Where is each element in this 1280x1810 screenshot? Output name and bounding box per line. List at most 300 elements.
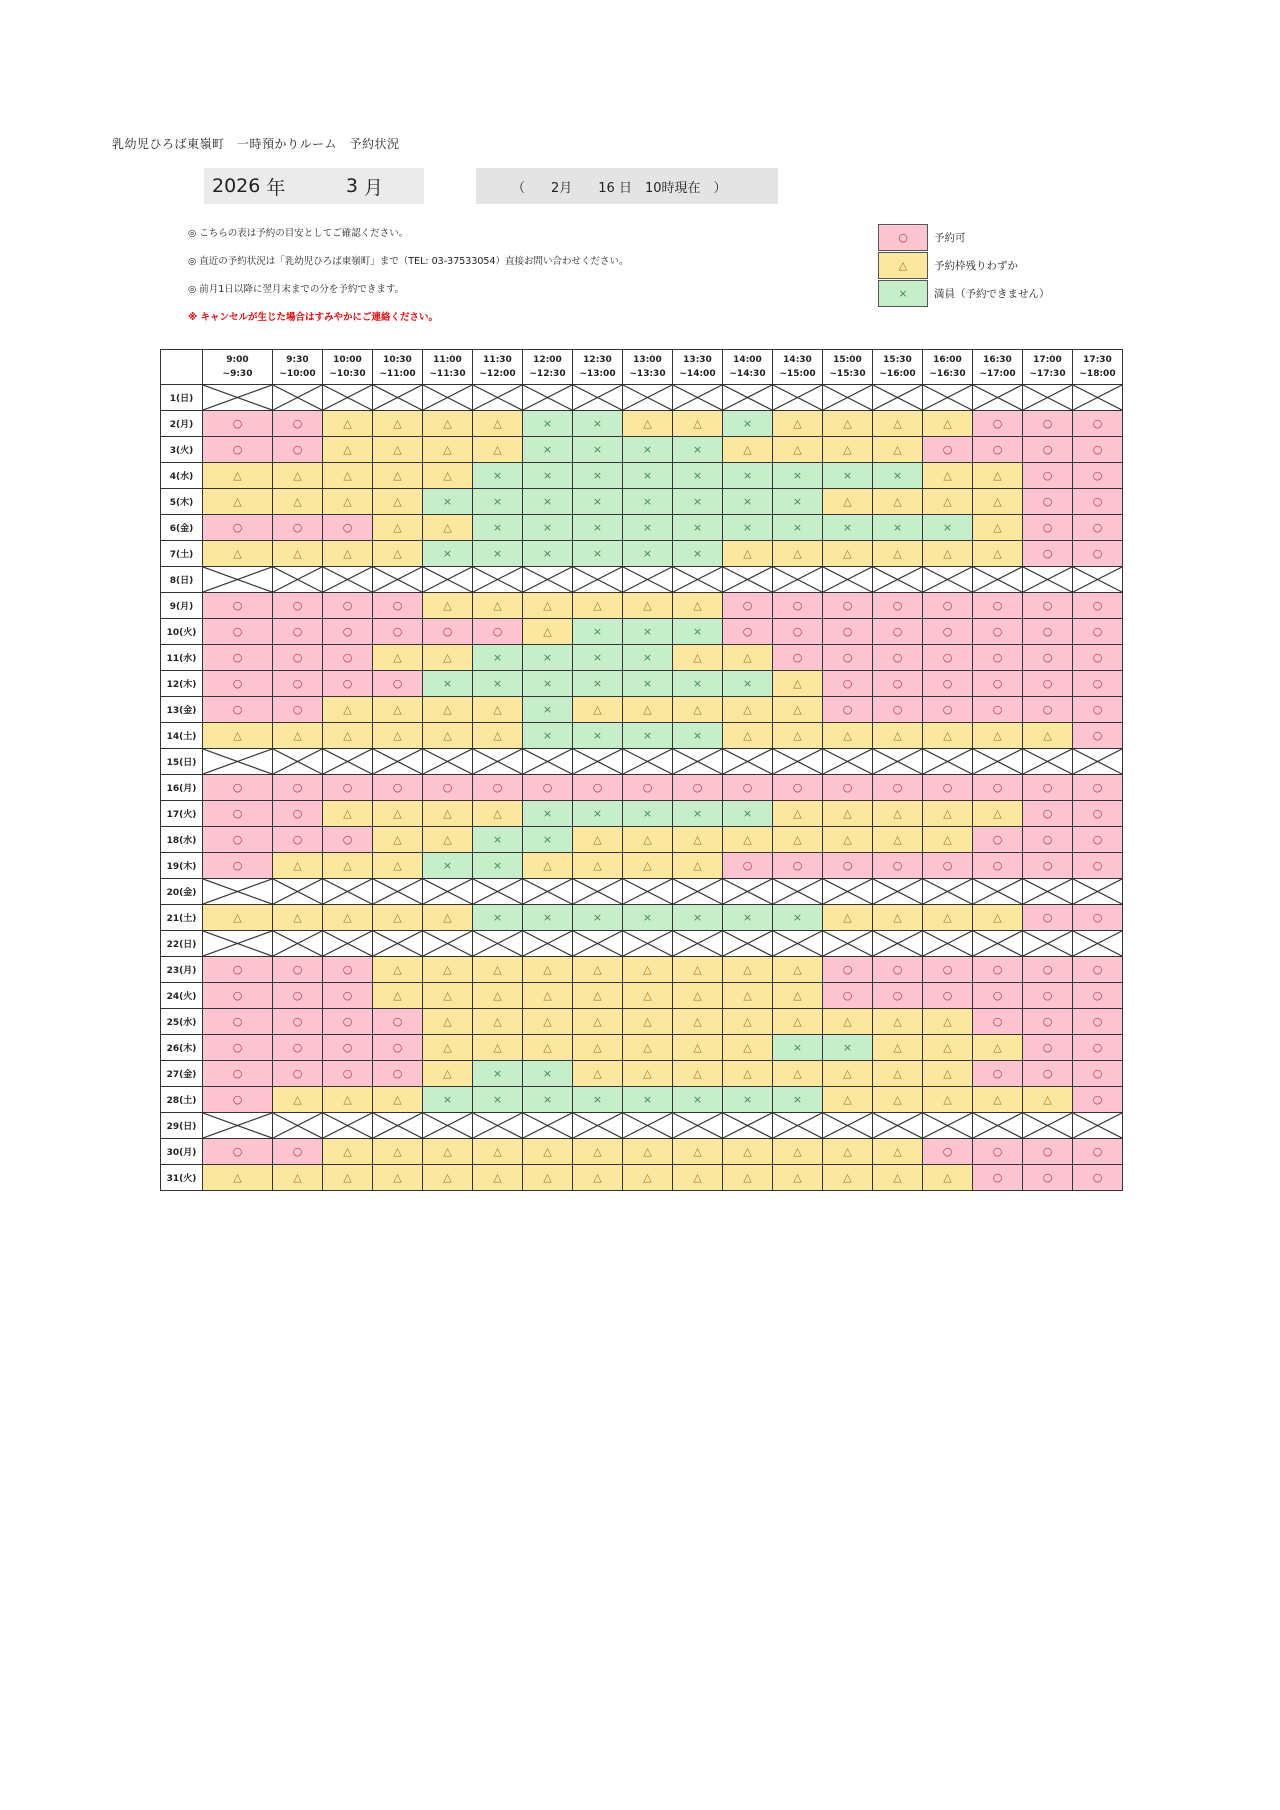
slot-available: ○ [873, 983, 923, 1009]
closed-cell [673, 1113, 723, 1139]
closed-cross-icon [473, 385, 522, 410]
slot-full: × [623, 619, 673, 645]
slot-few: △ [973, 489, 1023, 515]
closed-cross-icon [973, 879, 1022, 904]
slot-few: △ [673, 1009, 723, 1035]
slot-few: △ [623, 983, 673, 1009]
closed-cell [623, 931, 673, 957]
slot-few: △ [673, 645, 723, 671]
slot-available: ○ [1073, 801, 1123, 827]
slot-few: △ [273, 723, 323, 749]
slot-full: × [623, 515, 673, 541]
table-row [161, 1035, 1123, 1061]
closed-cell [273, 385, 323, 411]
closed-cell [923, 879, 973, 905]
closed-cross-icon [373, 879, 422, 904]
slot-full: × [723, 671, 773, 697]
slot-available: ○ [823, 619, 873, 645]
slot-few: △ [723, 827, 773, 853]
slot-full: × [573, 723, 623, 749]
slot-few: △ [973, 1087, 1023, 1113]
slot-available: ○ [203, 671, 273, 697]
slot-full: × [573, 671, 623, 697]
closed-cross-icon [1073, 567, 1122, 592]
closed-cell [473, 567, 523, 593]
slot-few: △ [923, 1061, 973, 1087]
slot-available: ○ [873, 957, 923, 983]
closed-cross-icon [873, 879, 922, 904]
slot-full: × [723, 801, 773, 827]
closed-cell [273, 1113, 323, 1139]
closed-cross-icon [323, 749, 372, 774]
page-title: 乳幼児ひろば東嶺町 一時預かりルーム 予約状況 [112, 137, 400, 151]
slot-available: ○ [203, 827, 273, 853]
table-row [161, 801, 1123, 827]
slot-full: × [623, 463, 673, 489]
legend-swatch-available: ○ [878, 224, 928, 251]
closed-cell [673, 567, 723, 593]
slot-available: ○ [323, 775, 373, 801]
closed-cell [423, 567, 473, 593]
slot-full: × [523, 541, 573, 567]
table-row [161, 749, 1123, 775]
slot-available: ○ [323, 1009, 373, 1035]
slot-available: ○ [923, 619, 973, 645]
slot-available: ○ [1023, 411, 1073, 437]
legend-label-full: 満員（予約できません） [934, 287, 1050, 300]
slot-full: × [623, 489, 673, 515]
slot-available: ○ [273, 775, 323, 801]
slot-available: ○ [1073, 541, 1123, 567]
slot-few: △ [523, 853, 573, 879]
slot-full: × [573, 463, 623, 489]
slot-full: × [573, 905, 623, 931]
slot-available: ○ [923, 437, 973, 463]
slot-available: ○ [1023, 1139, 1073, 1165]
slot-few: △ [623, 1009, 673, 1035]
slot-available: ○ [923, 957, 973, 983]
slot-full: × [673, 905, 723, 931]
slot-available: ○ [1073, 775, 1123, 801]
slot-available: ○ [973, 983, 1023, 1009]
slot-full: × [573, 645, 623, 671]
slot-full: × [673, 515, 723, 541]
closed-cell [723, 385, 773, 411]
slot-few: △ [473, 1165, 523, 1191]
slot-available: ○ [1023, 593, 1073, 619]
time-slot-header: 10:00 ~10:30 [323, 350, 373, 385]
slot-few: △ [623, 1165, 673, 1191]
slot-few: △ [203, 723, 273, 749]
slot-full: × [623, 671, 673, 697]
table-row [161, 437, 1123, 463]
table-row [161, 853, 1123, 879]
slot-full: × [473, 905, 523, 931]
closed-cell [373, 931, 423, 957]
table-row [161, 489, 1123, 515]
closed-cross-icon [773, 749, 822, 774]
closed-cell [523, 1113, 573, 1139]
slot-full: × [773, 489, 823, 515]
slot-few: △ [423, 463, 473, 489]
slot-few: △ [973, 515, 1023, 541]
closed-cell [723, 567, 773, 593]
slot-available: ○ [1073, 515, 1123, 541]
closed-cross-icon [773, 385, 822, 410]
closed-cross-icon [1023, 749, 1072, 774]
closed-cell [1073, 567, 1123, 593]
closed-cell [323, 879, 373, 905]
closed-cross-icon [673, 749, 722, 774]
closed-cell [273, 567, 323, 593]
closed-cross-icon [723, 567, 772, 592]
closed-cross-icon [573, 567, 622, 592]
slot-available: ○ [1023, 983, 1073, 1009]
slot-available: ○ [323, 515, 373, 541]
legend [878, 223, 1050, 307]
table-row [161, 1087, 1123, 1113]
slot-available: ○ [523, 775, 573, 801]
table-row [161, 775, 1123, 801]
table-row [161, 1139, 1123, 1165]
slot-available: ○ [1023, 463, 1073, 489]
closed-cross-icon [623, 749, 672, 774]
slot-full: × [723, 411, 773, 437]
day-label: 30(月) [161, 1139, 203, 1165]
closed-cross-icon [673, 1113, 722, 1138]
closed-cell [1073, 931, 1123, 957]
slot-few: △ [373, 541, 423, 567]
slot-available: ○ [1023, 515, 1073, 541]
slot-few: △ [823, 1061, 873, 1087]
closed-cell [623, 385, 673, 411]
slot-few: △ [723, 541, 773, 567]
slot-full: × [523, 1061, 573, 1087]
slot-few: △ [773, 437, 823, 463]
slot-full: × [473, 645, 523, 671]
closed-cell [523, 749, 573, 775]
slot-few: △ [323, 437, 373, 463]
slot-available: ○ [323, 957, 373, 983]
slot-available: ○ [1023, 853, 1073, 879]
closed-cross-icon [723, 931, 772, 956]
closed-cross-icon [423, 879, 472, 904]
slot-available: ○ [973, 1165, 1023, 1191]
slot-few: △ [773, 801, 823, 827]
slot-few: △ [923, 489, 973, 515]
slot-few: △ [523, 1009, 573, 1035]
slot-available: ○ [473, 775, 523, 801]
slot-full: × [523, 463, 573, 489]
closed-cell [473, 385, 523, 411]
closed-cell [773, 1113, 823, 1139]
closed-cross-icon [623, 879, 672, 904]
slot-available: ○ [873, 853, 923, 879]
day-label: 21(土) [161, 905, 203, 931]
slot-few: △ [923, 905, 973, 931]
slot-few: △ [873, 827, 923, 853]
slot-available: ○ [273, 437, 323, 463]
table-header-row [161, 350, 1123, 385]
closed-cross-icon [973, 749, 1022, 774]
slot-few: △ [773, 1165, 823, 1191]
slot-few: △ [323, 1165, 373, 1191]
slot-available: ○ [273, 593, 323, 619]
closed-cross-icon [423, 749, 472, 774]
closed-cross-icon [1023, 1113, 1072, 1138]
slot-few: △ [673, 1061, 723, 1087]
slot-available: ○ [973, 1139, 1023, 1165]
slot-few: △ [273, 1087, 323, 1113]
slot-available: ○ [973, 593, 1023, 619]
slot-full: × [673, 463, 723, 489]
slot-full: × [473, 463, 523, 489]
closed-cell [623, 1113, 673, 1139]
slot-few: △ [923, 723, 973, 749]
slot-few: △ [423, 957, 473, 983]
slot-available: ○ [1023, 1035, 1073, 1061]
closed-cell [573, 879, 623, 905]
slot-available: ○ [823, 775, 873, 801]
closed-cell [973, 879, 1023, 905]
year-label: 年 [266, 176, 286, 199]
slot-few: △ [373, 905, 423, 931]
closed-cell [923, 567, 973, 593]
slot-available: ○ [1073, 827, 1123, 853]
slot-available: ○ [203, 1035, 273, 1061]
slot-available: ○ [1073, 671, 1123, 697]
closed-cell [203, 567, 273, 593]
slot-available: ○ [1073, 411, 1123, 437]
closed-cell [323, 931, 373, 957]
slot-full: × [823, 1035, 873, 1061]
slot-few: △ [573, 853, 623, 879]
legend-item-full [878, 279, 1050, 307]
closed-cross-icon [203, 567, 272, 592]
slot-available: ○ [1023, 645, 1073, 671]
slot-available: ○ [1073, 619, 1123, 645]
slot-available: ○ [273, 827, 323, 853]
slot-available: ○ [923, 983, 973, 1009]
slot-few: △ [423, 827, 473, 853]
slot-available: ○ [723, 619, 773, 645]
slot-full: × [673, 541, 723, 567]
closed-cross-icon [203, 749, 272, 774]
slot-available: ○ [1073, 723, 1123, 749]
slot-full: × [673, 489, 723, 515]
slot-available: ○ [323, 645, 373, 671]
day-label: 24(火) [161, 983, 203, 1009]
slot-few: △ [923, 463, 973, 489]
closed-cross-icon [523, 567, 572, 592]
slot-full: × [873, 515, 923, 541]
slot-full: × [573, 411, 623, 437]
slot-available: ○ [273, 983, 323, 1009]
closed-cell [673, 931, 723, 957]
table-row [161, 931, 1123, 957]
slot-full: × [523, 905, 573, 931]
slot-few: △ [723, 983, 773, 1009]
closed-cell [1073, 1113, 1123, 1139]
slot-available: ○ [773, 775, 823, 801]
slot-full: × [673, 671, 723, 697]
slot-available: ○ [973, 957, 1023, 983]
slot-few: △ [203, 463, 273, 489]
slot-available: ○ [273, 671, 323, 697]
note-item: ◎ 前月1日以降に翌月末までの分を予約できます。 [188, 284, 405, 295]
legend-label-available: 予約可 [934, 231, 966, 244]
closed-cell [773, 749, 823, 775]
closed-cell [823, 749, 873, 775]
slot-few: △ [623, 957, 673, 983]
closed-cell [823, 931, 873, 957]
time-slot-header: 11:30 ~12:00 [473, 350, 523, 385]
closed-cross-icon [323, 1113, 372, 1138]
slot-full: × [423, 671, 473, 697]
slot-few: △ [373, 463, 423, 489]
slot-few: △ [723, 1139, 773, 1165]
slot-few: △ [873, 1009, 923, 1035]
slot-available: ○ [823, 593, 873, 619]
time-slot-header: 9:00 ~9:30 [203, 350, 273, 385]
day-label: 6(金) [161, 515, 203, 541]
slot-full: × [673, 801, 723, 827]
slot-available: ○ [823, 957, 873, 983]
closed-cross-icon [823, 567, 872, 592]
slot-few: △ [973, 723, 1023, 749]
slot-few: △ [773, 697, 823, 723]
slot-few: △ [623, 411, 673, 437]
closed-cell [873, 1113, 923, 1139]
as-of-box [476, 168, 778, 204]
closed-cross-icon [573, 931, 622, 956]
closed-cell [923, 385, 973, 411]
closed-cross-icon [1023, 879, 1072, 904]
slot-few: △ [423, 1165, 473, 1191]
time-slot-header: 10:30 ~11:00 [373, 350, 423, 385]
slot-available: ○ [723, 775, 773, 801]
closed-cross-icon [273, 749, 322, 774]
slot-available: ○ [723, 593, 773, 619]
month-label: 月 [363, 176, 383, 199]
month-value: 3 [345, 175, 358, 197]
slot-available: ○ [673, 775, 723, 801]
slot-full: × [473, 1061, 523, 1087]
slot-few: △ [273, 853, 323, 879]
day-label: 5(木) [161, 489, 203, 515]
closed-cross-icon [373, 749, 422, 774]
closed-cell [423, 749, 473, 775]
slot-available: ○ [1073, 437, 1123, 463]
slot-available: ○ [873, 775, 923, 801]
slot-full: × [473, 827, 523, 853]
closed-cell [423, 931, 473, 957]
slot-few: △ [523, 1165, 573, 1191]
slot-full: × [523, 645, 573, 671]
day-label: 13(金) [161, 697, 203, 723]
slot-available: ○ [923, 645, 973, 671]
closed-cell [723, 931, 773, 957]
closed-cross-icon [823, 749, 872, 774]
slot-available: ○ [1023, 619, 1073, 645]
slot-full: × [473, 489, 523, 515]
slot-few: △ [773, 1009, 823, 1035]
slot-available: ○ [273, 1035, 323, 1061]
slot-available: ○ [1073, 905, 1123, 931]
slot-full: × [673, 437, 723, 463]
closed-cross-icon [973, 931, 1022, 956]
closed-cell [923, 1113, 973, 1139]
time-slot-header: 15:00 ~15:30 [823, 350, 873, 385]
slot-available: ○ [1023, 671, 1073, 697]
slot-full: × [623, 645, 673, 671]
slot-available: ○ [203, 1061, 273, 1087]
slot-available: ○ [973, 411, 1023, 437]
slot-few: △ [973, 801, 1023, 827]
slot-few: △ [873, 723, 923, 749]
slot-available: ○ [203, 1009, 273, 1035]
closed-cross-icon [923, 931, 972, 956]
closed-cross-icon [273, 931, 322, 956]
slot-few: △ [673, 957, 723, 983]
closed-cell [573, 385, 623, 411]
slot-full: × [523, 723, 573, 749]
slot-available: ○ [773, 645, 823, 671]
closed-cross-icon [923, 1113, 972, 1138]
slot-available: ○ [573, 775, 623, 801]
slot-available: ○ [373, 593, 423, 619]
closed-cell [1023, 879, 1073, 905]
slot-few: △ [273, 541, 323, 567]
as-of-text: （ 2月 16 日 10時現在 ） [512, 180, 727, 196]
slot-few: △ [773, 983, 823, 1009]
slot-full: × [773, 463, 823, 489]
slot-few: △ [373, 1165, 423, 1191]
slot-few: △ [323, 723, 373, 749]
slot-full: × [723, 1087, 773, 1113]
slot-available: ○ [373, 1061, 423, 1087]
slot-full: × [523, 489, 573, 515]
time-slot-header: 17:00 ~17:30 [1023, 350, 1073, 385]
slot-few: △ [423, 905, 473, 931]
slot-full: × [473, 515, 523, 541]
time-slot-header: 13:00 ~13:30 [623, 350, 673, 385]
slot-few: △ [323, 489, 373, 515]
slot-few: △ [423, 515, 473, 541]
slot-few: △ [723, 1061, 773, 1087]
slot-available: ○ [773, 619, 823, 645]
table-row [161, 983, 1123, 1009]
closed-cell [473, 931, 523, 957]
table-row [161, 619, 1123, 645]
closed-cell [573, 931, 623, 957]
slot-available: ○ [823, 853, 873, 879]
slot-full: × [573, 1087, 623, 1113]
slot-few: △ [573, 827, 623, 853]
closed-cross-icon [623, 1113, 672, 1138]
day-label: 3(火) [161, 437, 203, 463]
slot-available: ○ [1073, 593, 1123, 619]
day-label: 8(日) [161, 567, 203, 593]
slot-few: △ [923, 1087, 973, 1113]
time-slot-header: 15:30 ~16:00 [873, 350, 923, 385]
slot-available: ○ [1023, 827, 1073, 853]
slot-available: ○ [203, 437, 273, 463]
slot-few: △ [823, 801, 873, 827]
slot-few: △ [673, 1139, 723, 1165]
day-label: 11(水) [161, 645, 203, 671]
slot-few: △ [873, 489, 923, 515]
